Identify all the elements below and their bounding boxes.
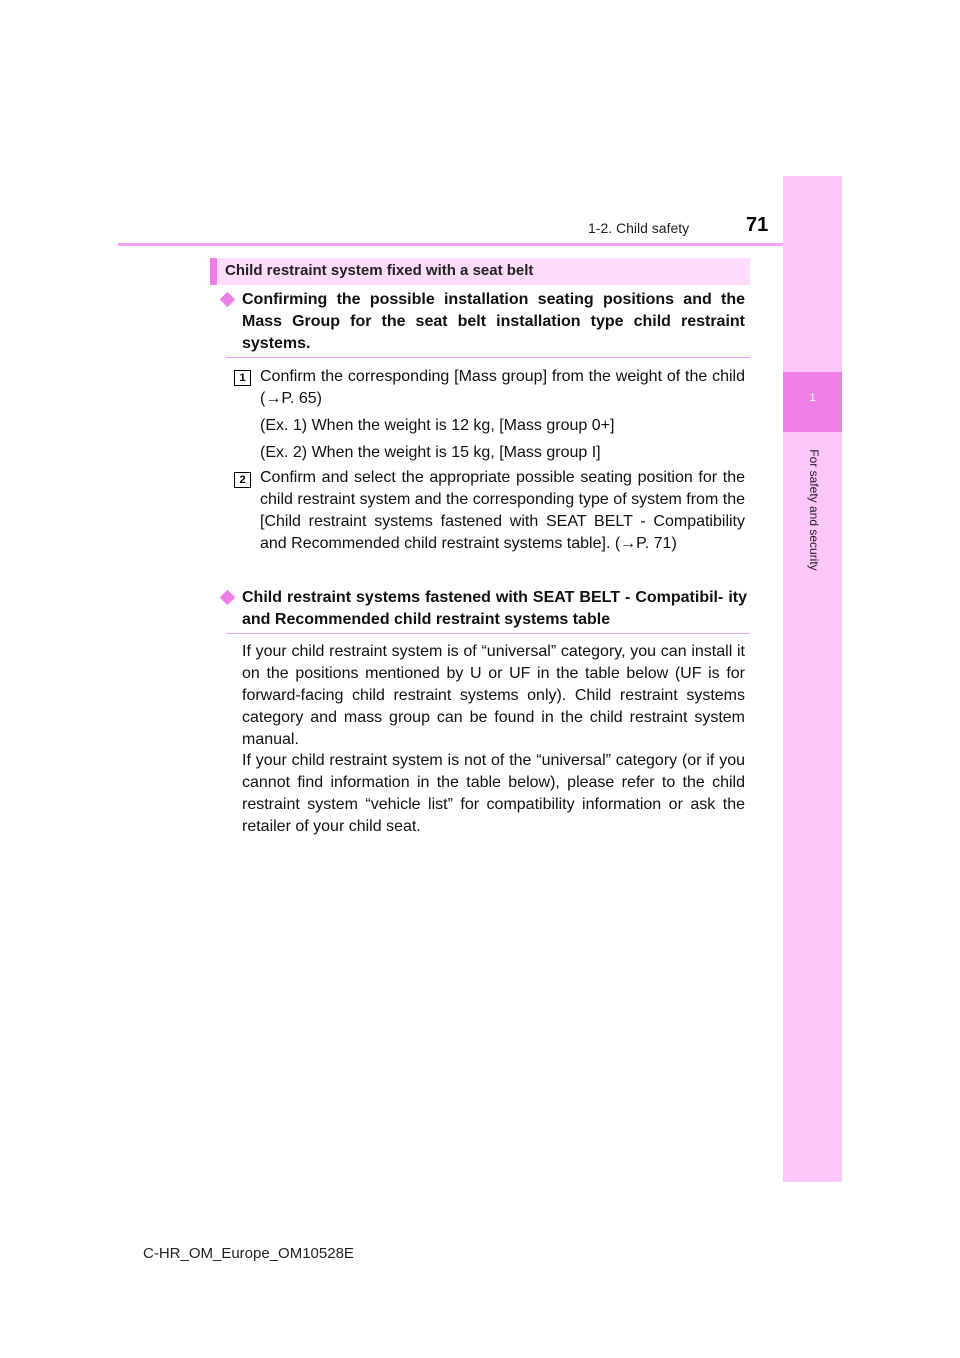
- subsection-title: Child restraint systems fastened with SEAT BELT - Compatibil- ity and Recommended child restraint systems table: [242, 589, 747, 628]
- section-heading-bar: [210, 258, 750, 285]
- chapter-side-tab: [783, 176, 842, 1182]
- example-line: (Ex. 2) When the weight is 15 kg, [Mass group I]: [260, 444, 601, 461]
- section-heading: Child restraint system fixed with a seat belt: [225, 262, 534, 279]
- chapter-number: 1: [809, 392, 816, 404]
- diamond-bullet-icon: [220, 590, 236, 606]
- step-text: Confirm the corresponding [Mass group] from the weight of the child (→P. 65): [260, 368, 745, 407]
- page-number: 71: [746, 214, 769, 236]
- step-text: Confirm and select the appropriate possible seating position for the child restraint system and the corresponding type of system from the [Child restraint systems fastened with SEAT BELT - Compatibility and Recommended child restraint systems table]. (→P. 71): [260, 469, 745, 552]
- diamond-bullet-icon: [220, 292, 236, 308]
- subsection-rule: [226, 633, 750, 634]
- document-code: C-HR_OM_Europe_OM10528E: [143, 1245, 354, 1262]
- body-paragraph: If your child restraint system is of “universal” category, you can install it on the positions mentioned by U or UF in the table below (UF is for forward-facing child restraint systems only). Child restraint systems category and mass group can be found in the child restraint system manual.: [242, 643, 745, 748]
- body-paragraph: If your child restraint system is not of the “universal” category (or if you cannot find information in the table below), please refer to the child restraint system “vehicle list” for compatibility information or ask the retailer of your child seat.: [242, 752, 745, 835]
- header-rule: [118, 243, 842, 246]
- step-number-box: 2: [234, 472, 251, 488]
- step-number-box: 1: [234, 370, 251, 386]
- example-line: (Ex. 1) When the weight is 12 kg, [Mass group 0+]: [260, 417, 615, 434]
- chapter-title: For safety and security: [807, 449, 821, 571]
- subsection-title: Confirming the possible installation seating positions and the Mass Group for the seat belt installation type child restraint systems.: [242, 291, 745, 352]
- section-reference: 1-2. Child safety: [588, 220, 690, 236]
- subsection-rule: [226, 357, 750, 358]
